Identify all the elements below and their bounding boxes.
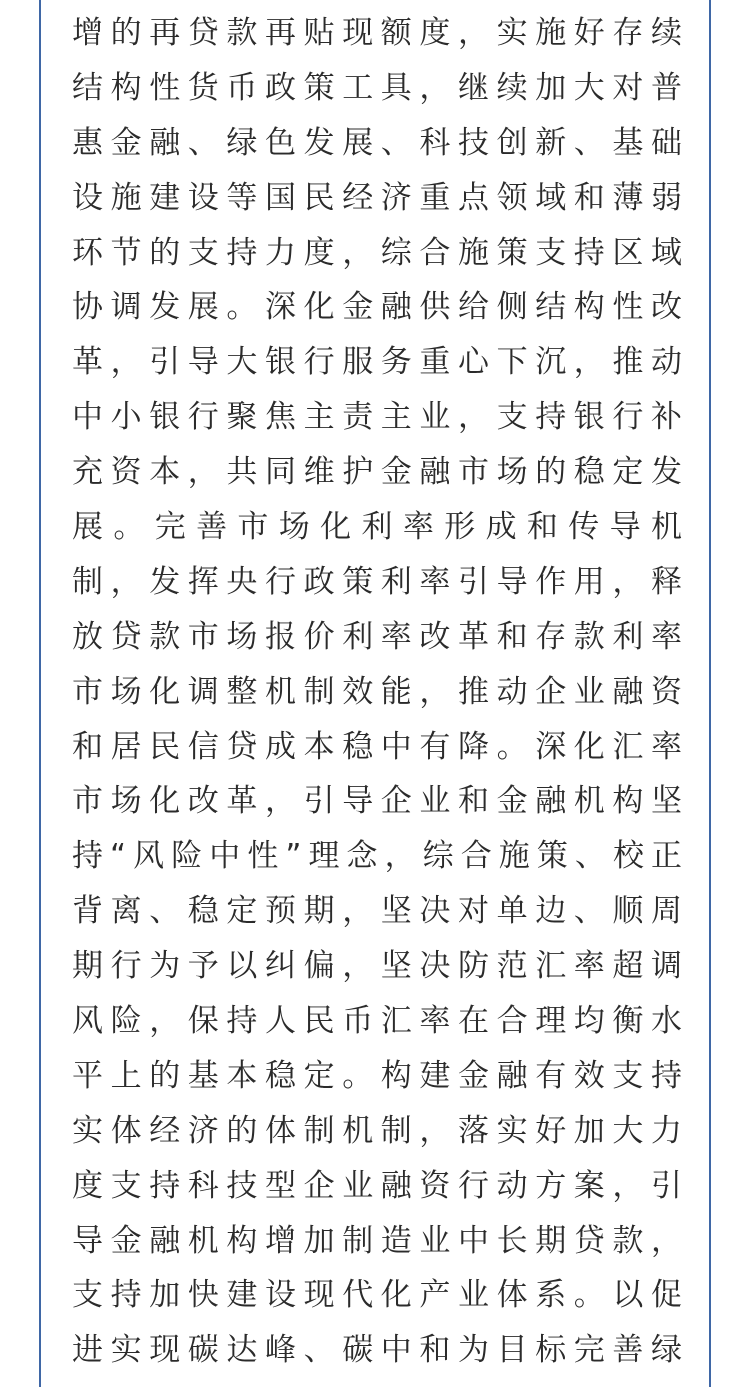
text-line: 期行为予以纠偏，坚决防范汇率超调 — [72, 948, 682, 985]
text-line: 持“风险中性”理念，综合施策、校正 — [72, 838, 682, 875]
text-line: 展。完善市场化利率形成和传导机 — [72, 509, 682, 546]
text-line: 制，发挥央行政策利率引导作用，释 — [72, 563, 682, 600]
text-line: 风险，保持人民币汇率在合理均衡水 — [72, 1003, 682, 1040]
text-line: 放贷款市场报价利率改革和存款利率 — [72, 618, 682, 655]
text-line: 革，引导大银行服务重心下沉，推动 — [72, 344, 682, 381]
text-line: 实体经济的体制机制，落实好加大力 — [72, 1112, 682, 1149]
text-line: 市场化改革，引导企业和金融机构坚 — [72, 783, 682, 820]
text-line: 设施建设等国民经济重点领域和薄弱 — [72, 179, 682, 216]
left-border-rule — [39, 0, 41, 1387]
text-line: 支持加快建设现代化产业体系。以促 — [72, 1277, 682, 1314]
text-line: 度支持科技型企业融资行动方案，引 — [72, 1167, 682, 1204]
text-line: 结构性货币政策工具，继续加大对普 — [72, 69, 682, 106]
text-line: 市场化调整机制效能，推动企业融资 — [72, 673, 682, 710]
text-line: 惠金融、绿色发展、科技创新、基础 — [72, 124, 682, 161]
text-line: 环节的支持力度，综合施策支持区域 — [72, 234, 682, 271]
right-border-rule — [709, 0, 711, 1387]
text-line: 协调发展。深化金融供给侧结构性改 — [72, 289, 682, 326]
text-line: 增的再贷款再贴现额度，实施好存续 — [72, 15, 682, 51]
text-line: 中小银行聚焦主责主业，支持银行补 — [72, 399, 682, 436]
text-line: 充资本，共同维护金融市场的稳定发 — [72, 454, 682, 491]
text-line: 导金融机构增加制造业中长期贷款， — [72, 1222, 682, 1259]
text-line: 背离、稳定预期，坚决对单边、顺周 — [72, 893, 682, 930]
text-line: 平上的基本稳定。构建金融有效支持 — [72, 1057, 682, 1094]
article-body — [72, 6, 682, 1378]
text-line: 和居民信贷成本稳中有降。深化汇率 — [72, 728, 682, 765]
text-line: 进实现碳达峰、碳中和为目标完善绿 — [72, 1332, 682, 1369]
